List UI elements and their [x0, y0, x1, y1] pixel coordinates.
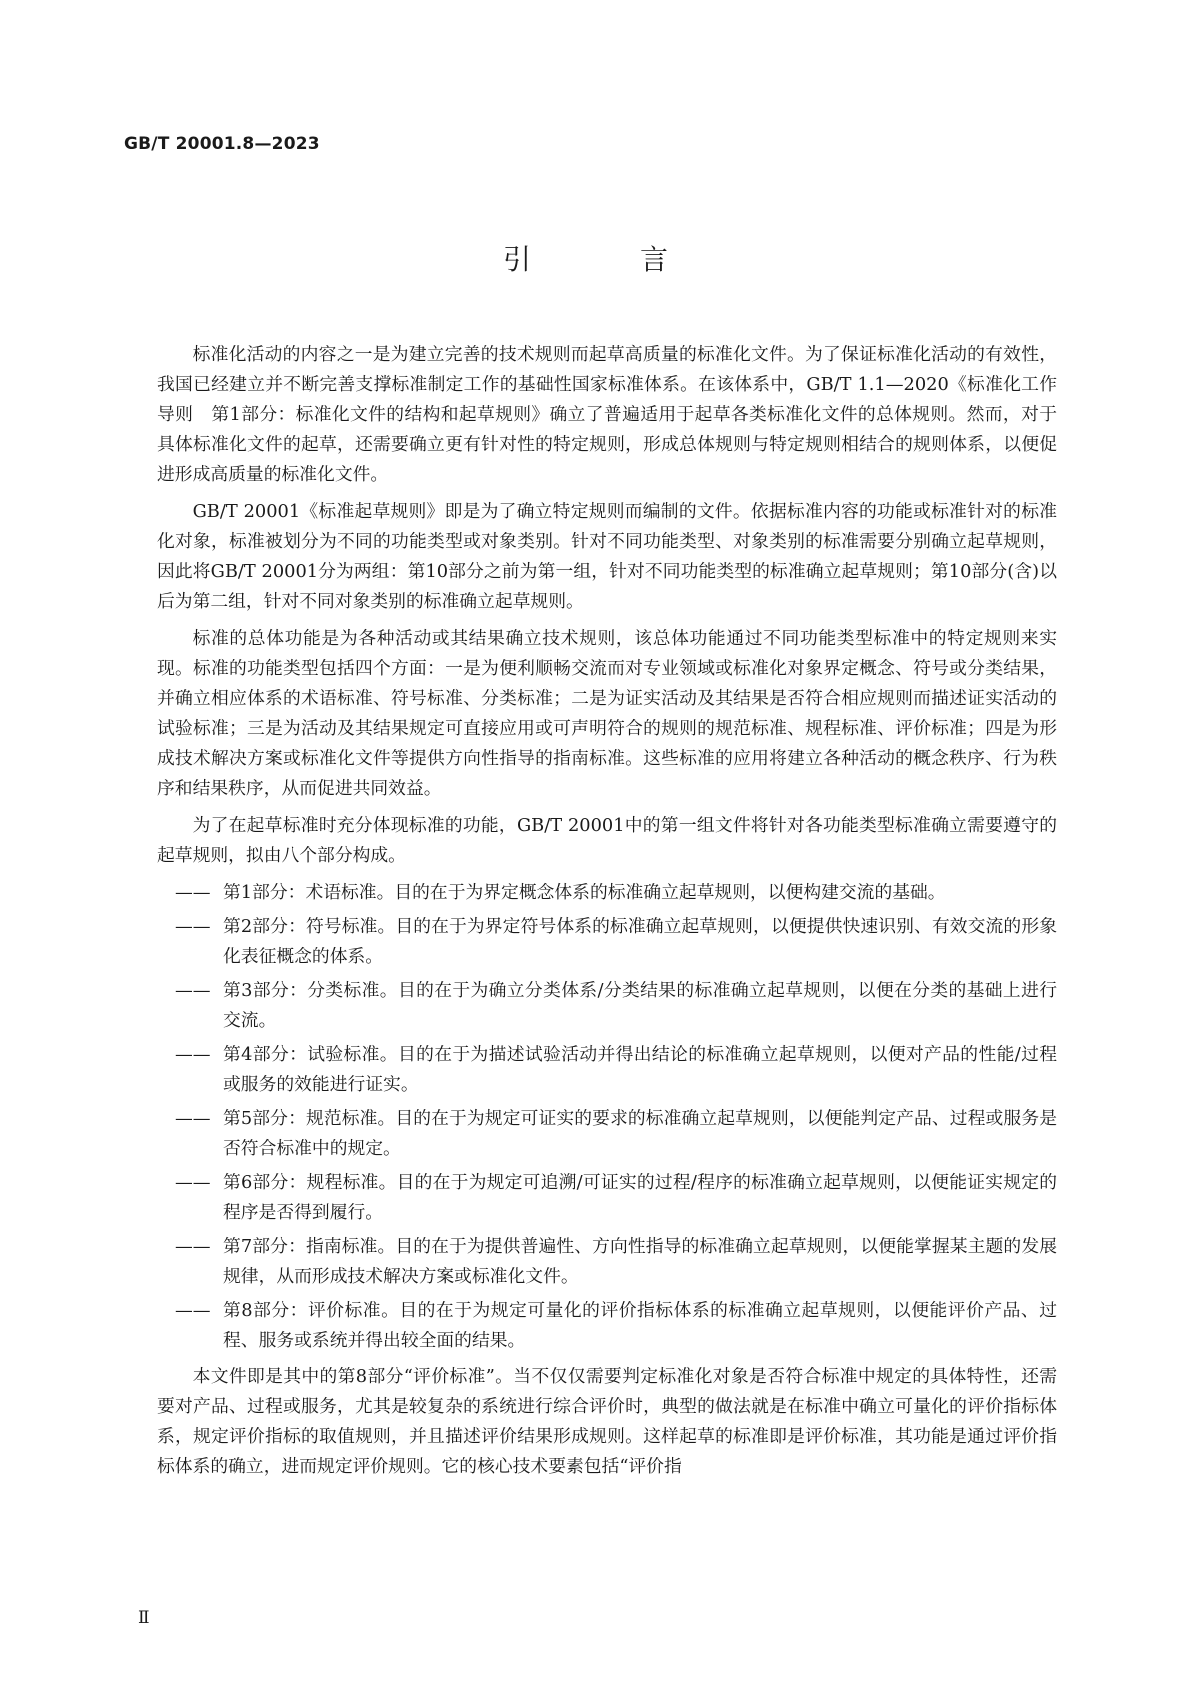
parts-list	[157, 878, 1057, 1356]
list-item	[157, 1296, 1057, 1356]
list-dash: ——	[175, 882, 211, 903]
list-item	[157, 912, 1057, 972]
paragraph-3: 标准的总体功能是为各种活动或其结果确立技术规则，该总体功能通过不同功能类型标准中的特定规则来实现。标准的功能类型包括四个方面：一是为便利顺畅交流而对专业领域或标准化对象界定概念、符号或分类结果，并确立相应体系的术语标准、符号标准、分类标准；二是为证实活动及其结果是否符合相应规则而描述证实活动的试验标准；三是为活动及其结果规定可直接应用或可声明符合的规则的规范标准、规程标准、评价标准；四是为形成技术解决方案或标准化文件等提供方向性指导的指南标准。这些标准的应用将建立各种活动的概念秩序、行为秩序和结果秩序，从而促进共同效益。	[157, 628, 1057, 799]
list-dash: ——	[175, 916, 211, 937]
list-dash: ——	[175, 1172, 211, 1193]
list-item	[157, 878, 1057, 908]
list-item-text: 第5部分：规范标准。目的在于为规定可证实的要求的标准确立起草规则，以便能判定产品、过程或服务是否符合标准中的规定。	[223, 1108, 1057, 1159]
list-item	[157, 1040, 1057, 1100]
list-item-text: 第2部分：符号标准。目的在于为界定符号体系的标准确立起草规则，以便提供快速识别、有效交流的形象化表征概念的体系。	[223, 916, 1057, 967]
page-number: Ⅱ	[138, 1608, 150, 1628]
list-item-text: 第3部分：分类标准。目的在于为确立分类体系/分类结果的标准确立起草规则，以便在分类的基础上进行交流。	[223, 980, 1057, 1031]
list-item	[157, 1104, 1057, 1164]
section-title: 引 言	[503, 243, 718, 276]
paragraph-2: GB/T 20001《标准起草规则》即是为了确立特定规则而编制的文件。依据标准内容的功能或标准针对的标准化对象，标准被划分为不同的功能类型或对象类别。针对不同功能类型、对象类别的标准需要分别确立起草规则，因此将GB/T 20001分为两组：第10部分之前为第一组，针对不同功能类型的标准确立起草规则；第10部分(含)以后为第二组，针对不同对象类别的标准确立起草规则。	[157, 501, 1057, 612]
list-dash: ——	[175, 1300, 211, 1321]
paragraph-1: 标准化活动的内容之一是为建立完善的技术规则而起草高质量的标准化文件。为了保证标准化活动的有效性，我国已经建立并不断完善支撑标准制定工作的基础性国家标准体系。在该体系中，GB/T 1.1—2020《标准化工作导则 第1部分：标准化文件的结构和起草规则》确立了普遍适用于起草各类标准化文件的总体规则。然而，对于具体标准化文件的起草，还需要确立更有针对性的特定规则，形成总体规则与特定规则相结合的规则体系，以便促进形成高质量的标准化文件。	[157, 344, 1057, 485]
list-item-text: 第1部分：术语标准。目的在于为界定概念体系的标准确立起草规则，以便构建交流的基础。	[223, 882, 946, 903]
list-dash: ——	[175, 980, 211, 1001]
list-item-text: 第6部分：规程标准。目的在于为规定可追溯/可证实的过程/程序的标准确立起草规则，以便能证实规定的程序是否得到履行。	[223, 1172, 1057, 1223]
document-code-header: GB/T 20001.8—2023	[124, 134, 320, 154]
paragraph-4: 为了在起草标准时充分体现标准的功能，GB/T 20001中的第一组文件将针对各功能类型标准确立需要遵守的起草规则，拟由八个部分构成。	[157, 815, 1057, 866]
list-item	[157, 1232, 1057, 1292]
list-item-text: 第4部分：试验标准。目的在于为描述试验活动并得出结论的标准确立起草规则，以便对产品的性能/过程或服务的效能进行证实。	[223, 1044, 1057, 1095]
list-dash: ——	[175, 1108, 211, 1129]
list-item-text: 第7部分：指南标准。目的在于为提供普遍性、方向性指导的标准确立起草规则，以便能掌握某主题的发展规律，从而形成技术解决方案或标准化文件。	[223, 1236, 1057, 1287]
closing-paragraph: 本文件即是其中的第8部分“评价标准”。当不仅仅需要判定标准化对象是否符合标准中规定的具体特性，还需要对产品、过程或服务，尤其是较复杂的系统进行综合评价时，典型的做法就是在标准中确立可量化的评价指标体系，规定评价指标的取值规则，并且描述评价结果形成规则。这样起草的标准即是评价标准，其功能是通过评价指标体系的确立，进而规定评价规则。它的核心技术要素包括“评价指	[157, 1366, 1057, 1477]
list-item	[157, 1168, 1057, 1228]
body-text	[157, 340, 1057, 1489]
list-item	[157, 976, 1057, 1036]
list-item-text: 第8部分：评价标准。目的在于为规定可量化的评价指标体系的标准确立起草规则，以便能评价产品、过程、服务或系统并得出较全面的结果。	[223, 1300, 1057, 1351]
list-dash: ——	[175, 1044, 211, 1065]
list-dash: ——	[175, 1236, 211, 1257]
